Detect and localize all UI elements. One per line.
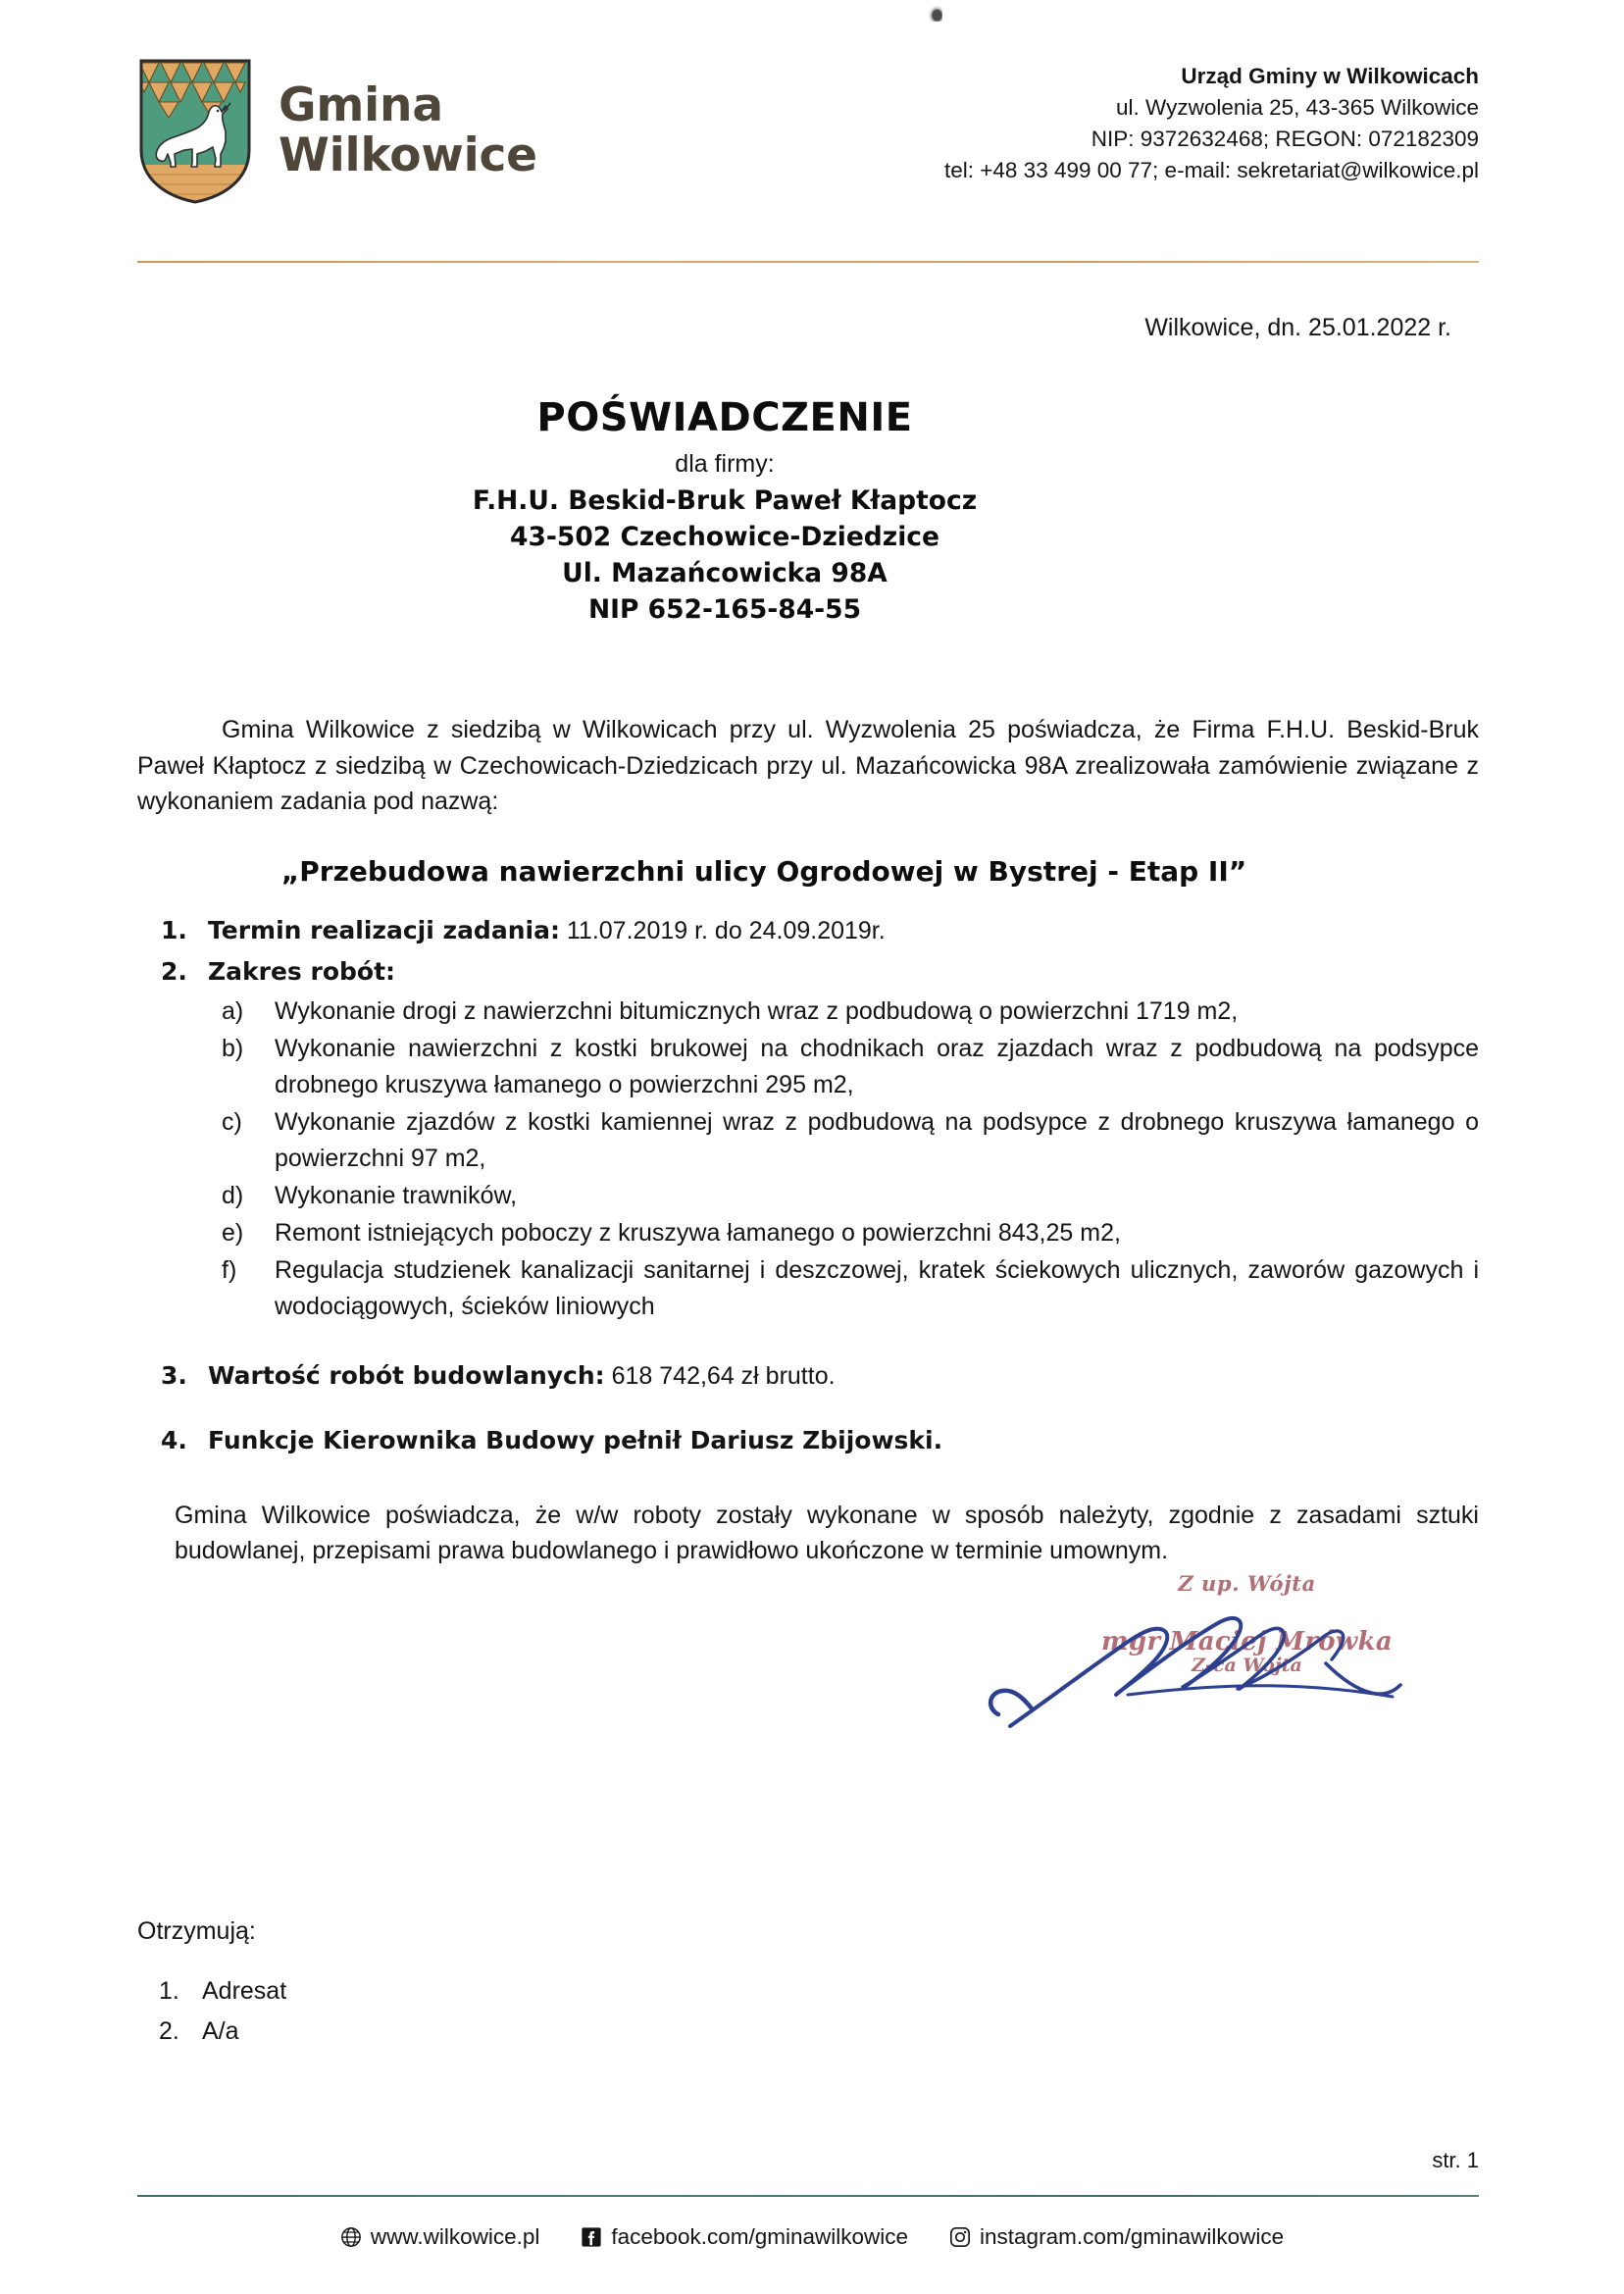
list-item — [208, 1252, 1479, 1325]
stamp-line-2: mgr Maciej Mrówka — [1101, 1627, 1393, 1657]
item-text: Regulacja studzienek kanalizacji sanitarnej i deszczowej, kratek ściekowych ulicznych, zaworów gazowych i wodociągowych, ścieków liniowych — [275, 1255, 1479, 1320]
item-letter: b) — [222, 1034, 244, 1062]
footer-divider — [137, 2195, 1479, 2197]
brand-line-1: Gmina — [279, 78, 443, 133]
footer-link-instagram[interactable] — [949, 2224, 1284, 2250]
recipient-text: A/a — [202, 2016, 239, 2045]
recipient-number: 2. — [159, 2016, 179, 2045]
document-header — [0, 57, 1624, 224]
item-text: Wykonanie trawników, — [275, 1181, 518, 1209]
firm-details — [137, 483, 1479, 628]
footer-link-label: instagram.com/gminawilkowice — [980, 2224, 1285, 2249]
office-contact-block — [944, 57, 1479, 186]
item-letter: d) — [222, 1181, 244, 1209]
footer-link-facebook[interactable] — [581, 2224, 908, 2250]
scope-of-works-list — [208, 994, 1479, 1325]
scan-artifact — [929, 6, 942, 22]
item-text: Wykonanie nawierzchni z kostki brukowej na chodnikach oraz zjazdach wraz z podbudową na podsypce drobnego kruszywa łamanego o powierzchni 295 m2, — [275, 1034, 1479, 1098]
item-text: Wykonanie drogi z nawierzchni bitumicznych wraz z podbudową o powierzchni 1719 m2, — [275, 996, 1239, 1025]
page-number: str. 1 — [1432, 2148, 1479, 2172]
list-item — [208, 1031, 1479, 1103]
for-firm-label: dla firmy: — [675, 450, 775, 478]
intro-paragraph: Gmina Wilkowice z siedzibą w Wilkowicach przy ul. Wyzwolenia 25 poświadcza, że Firma F.H.U. Beskid-Bruk Paweł Kłaptocz z siedzibą w Czechowicach-Dziedzicach przy ul. Mazańcowicka 98A zrealizowała zamówienie związane z wykonaniem zadania pod nazwą: — [137, 716, 1479, 816]
instagram-icon — [949, 2226, 971, 2248]
globe-icon — [340, 2226, 362, 2248]
footer-link-label: facebook.com/gminawilkowice — [611, 2224, 909, 2249]
item-letter: f) — [222, 1255, 237, 1284]
footer-link-website[interactable] — [340, 2224, 540, 2250]
recipients-label: Otrzymują: — [137, 1917, 256, 1945]
item-number: 1. — [161, 915, 187, 944]
list-item — [137, 913, 1479, 948]
firm-postal-city: 43-502 Czechowice-Dziedzice — [510, 522, 939, 553]
item-number: 2. — [161, 956, 187, 986]
official-stamp — [1101, 1571, 1393, 1678]
list-item — [208, 1178, 1479, 1214]
list-item — [137, 954, 1479, 1325]
coat-of-arms-icon — [137, 57, 253, 206]
firm-street: Ul. Mazańcowicka 98A — [562, 558, 888, 589]
terms-list — [137, 913, 1479, 1458]
item-letter: c) — [222, 1107, 242, 1136]
stamp-line-1: Z up. Wójta — [1178, 1570, 1316, 1596]
list-item — [137, 1423, 1479, 1458]
document-footer — [0, 2224, 1624, 2250]
list-item — [208, 1215, 1479, 1251]
office-contact: tel: +48 33 499 00 77; e-mail: sekretariat@wilkowice.pl — [944, 157, 1479, 182]
firm-nip: NIP 652-165-84-55 — [587, 594, 862, 626]
brand-line-2: Wilkowice — [279, 128, 537, 182]
office-address: ul. Wyzwolenia 25, 43-365 Wilkowice — [1116, 94, 1479, 120]
recipients-list — [137, 1971, 286, 2051]
list-item — [208, 994, 1479, 1030]
header-divider — [137, 261, 1479, 263]
project-title: „Przebudowa nawierzchni ulicy Ogrodowej w Bystrej - Etap II” — [280, 854, 1247, 888]
item-text: Wykonanie zjazdów z kostki kamiennej wraz z podbudową na podsypce z drobnego kruszywa łamanego o powierzchni 97 m2, — [275, 1107, 1479, 1172]
item-text: Remont istniejących poboczy z kruszywa łamanego o powierzchni 843,25 m2, — [275, 1218, 1121, 1247]
item-heading: Zakres robót: — [208, 956, 396, 986]
footer-link-label: www.wilkowice.pl — [370, 2224, 540, 2249]
item-number: 3. — [161, 1360, 187, 1390]
item-value: 11.07.2019 r. do 24.09.2019r. — [559, 916, 886, 944]
brand-name — [279, 78, 537, 182]
recipient-text: Adresat — [202, 1977, 287, 2005]
item-heading: Wartość robót budowlanych: — [208, 1360, 605, 1390]
item-value: 618 742,64 zł brutto. — [604, 1361, 836, 1390]
document-body — [137, 294, 1479, 1748]
recipients-block — [137, 1917, 286, 2051]
facebook-icon — [581, 2226, 602, 2248]
item-number: 4. — [161, 1425, 187, 1454]
item-letter: a) — [222, 996, 244, 1025]
recipient-number: 1. — [159, 1977, 179, 2005]
firm-name: F.H.U. Beskid-Bruk Paweł Kłaptocz — [472, 485, 978, 516]
list-item — [137, 1358, 1479, 1394]
office-ids: NIP: 9372632468; REGON: 072182309 — [1091, 126, 1479, 151]
signature-area — [137, 1571, 1479, 1748]
item-heading: Termin realizacji zadania: — [208, 915, 560, 944]
item-heading: Funkcje Kierownika Budowy pełnił Dariusz Zbijowski. — [208, 1425, 943, 1454]
brand-block — [137, 57, 537, 206]
page-title: POŚWIADCZENIE — [536, 395, 913, 440]
list-item — [159, 1971, 287, 2012]
list-item — [208, 1104, 1479, 1177]
item-letter: e) — [222, 1218, 244, 1247]
stamp-line-3: Z-ca Wójta — [1192, 1654, 1302, 1676]
date-line: Wilkowice, dn. 25.01.2022 r. — [1144, 314, 1451, 341]
list-item — [159, 2012, 286, 2052]
office-name: Urząd Gminy w Wilkowicach — [1181, 64, 1479, 88]
closing-paragraph: Gmina Wilkowice poświadcza, że w/w roboty zostały wykonane w sposób należyty, zgodnie z zasadami sztuki budowlanej, przepisami prawa budowlanego i prawidłowo ukończone w terminie umownym. — [175, 1501, 1479, 1565]
